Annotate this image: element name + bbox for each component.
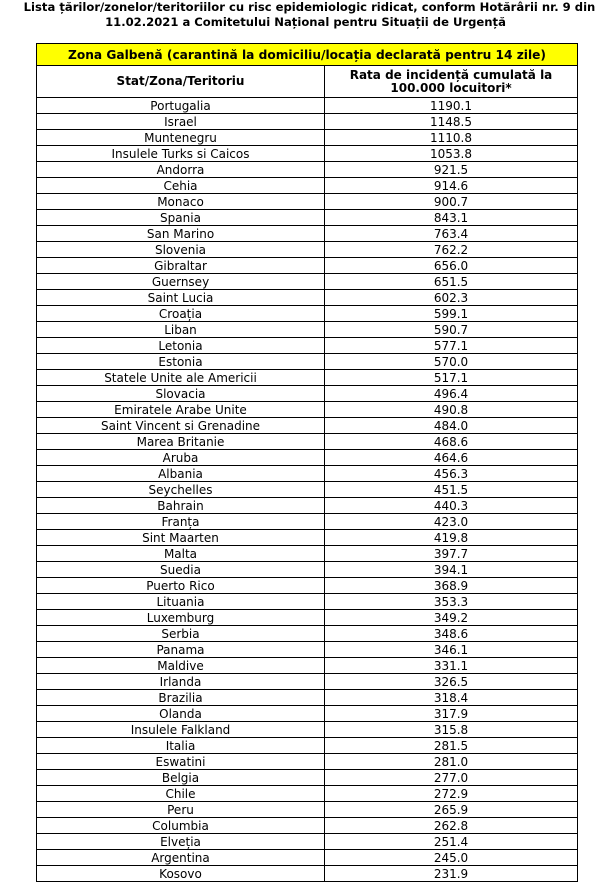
cell-country: Muntenegru (37, 130, 325, 146)
table-row (37, 354, 578, 370)
cell-country: Marea Britanie (37, 434, 325, 450)
cell-country: Guernsey (37, 274, 325, 290)
column-header-row (37, 66, 578, 98)
table-row (37, 130, 578, 146)
cell-country: Letonia (37, 338, 325, 354)
cell-country: Lituania (37, 594, 325, 610)
table-row (37, 386, 578, 402)
cell-incidence-rate: 262.8 (325, 818, 578, 834)
cell-country: Columbia (37, 818, 325, 834)
cell-country: Suedia (37, 562, 325, 578)
column-header-rate: Rata de incidență cumulată la 100.000 locuitori* (325, 66, 578, 98)
cell-incidence-rate: 1110.8 (325, 130, 578, 146)
cell-incidence-rate: 651.5 (325, 274, 578, 290)
cell-country: Franța (37, 514, 325, 530)
cell-incidence-rate: 423.0 (325, 514, 578, 530)
cell-country: Argentina (37, 850, 325, 866)
cell-incidence-rate: 656.0 (325, 258, 578, 274)
table-row (37, 738, 578, 754)
table-row (37, 98, 578, 114)
cell-country: Croația (37, 306, 325, 322)
cell-incidence-rate: 349.2 (325, 610, 578, 626)
cell-incidence-rate: 318.4 (325, 690, 578, 706)
table-row (37, 530, 578, 546)
cell-incidence-rate: 440.3 (325, 498, 578, 514)
cell-country: Luxemburg (37, 610, 325, 626)
table-row (37, 610, 578, 626)
table-row (37, 626, 578, 642)
cell-country: Seychelles (37, 482, 325, 498)
table-row (37, 834, 578, 850)
cell-incidence-rate: 577.1 (325, 338, 578, 354)
cell-incidence-rate: 245.0 (325, 850, 578, 866)
table-row (37, 178, 578, 194)
cell-incidence-rate: 496.4 (325, 386, 578, 402)
zone-header-row (37, 44, 578, 66)
cell-country: Liban (37, 322, 325, 338)
cell-country: Slovenia (37, 242, 325, 258)
cell-country: Puerto Rico (37, 578, 325, 594)
table-row (37, 402, 578, 418)
cell-incidence-rate: 1148.5 (325, 114, 578, 130)
table-row (37, 786, 578, 802)
table-row (37, 258, 578, 274)
cell-country: Saint Lucia (37, 290, 325, 306)
cell-incidence-rate: 419.8 (325, 530, 578, 546)
cell-incidence-rate: 843.1 (325, 210, 578, 226)
table-row (37, 722, 578, 738)
table-row (37, 322, 578, 338)
cell-country: Irlanda (37, 674, 325, 690)
cell-incidence-rate: 490.8 (325, 402, 578, 418)
risk-countries-table (36, 43, 578, 882)
cell-incidence-rate: 277.0 (325, 770, 578, 786)
cell-incidence-rate: 272.9 (325, 786, 578, 802)
table-row (37, 770, 578, 786)
cell-country: Kosovo (37, 866, 325, 882)
cell-incidence-rate: 397.7 (325, 546, 578, 562)
table-row (37, 754, 578, 770)
cell-country: Statele Unite ale Americii (37, 370, 325, 386)
table-row (37, 370, 578, 386)
cell-incidence-rate: 265.9 (325, 802, 578, 818)
cell-incidence-rate: 763.4 (325, 226, 578, 242)
table-row (37, 226, 578, 242)
table-row (37, 194, 578, 210)
table-row (37, 338, 578, 354)
cell-country: Israel (37, 114, 325, 130)
cell-incidence-rate: 394.1 (325, 562, 578, 578)
table-row (37, 162, 578, 178)
table-row (37, 674, 578, 690)
cell-incidence-rate: 451.5 (325, 482, 578, 498)
cell-country: Aruba (37, 450, 325, 466)
column-header-country: Stat/Zona/Teritoriu (37, 66, 325, 98)
cell-incidence-rate: 281.5 (325, 738, 578, 754)
cell-country: Brazilia (37, 690, 325, 706)
table-row (37, 450, 578, 466)
cell-country: San Marino (37, 226, 325, 242)
table-row (37, 658, 578, 674)
cell-country: Saint Vincent si Grenadine (37, 418, 325, 434)
cell-incidence-rate: 762.2 (325, 242, 578, 258)
cell-country: Serbia (37, 626, 325, 642)
cell-incidence-rate: 602.3 (325, 290, 578, 306)
cell-incidence-rate: 456.3 (325, 466, 578, 482)
cell-country: Andorra (37, 162, 325, 178)
cell-incidence-rate: 590.7 (325, 322, 578, 338)
table-row (37, 642, 578, 658)
cell-country: Insulele Falkland (37, 722, 325, 738)
table-row (37, 146, 578, 162)
cell-incidence-rate: 517.1 (325, 370, 578, 386)
table-row (37, 866, 578, 882)
cell-incidence-rate: 468.6 (325, 434, 578, 450)
cell-country: Emiratele Arabe Unite (37, 402, 325, 418)
cell-country: Slovacia (37, 386, 325, 402)
cell-country: Panama (37, 642, 325, 658)
cell-country: Belgia (37, 770, 325, 786)
table-row (37, 594, 578, 610)
document-title-line-2: 11.02.2021 a Comitetului Național pentru Situații de Urgență (105, 15, 506, 29)
cell-country: Monaco (37, 194, 325, 210)
cell-incidence-rate: 464.6 (325, 450, 578, 466)
cell-country: Chile (37, 786, 325, 802)
cell-incidence-rate: 281.0 (325, 754, 578, 770)
table-row (37, 498, 578, 514)
cell-country: Olanda (37, 706, 325, 722)
cell-country: Peru (37, 802, 325, 818)
cell-incidence-rate: 900.7 (325, 194, 578, 210)
cell-country: Portugalia (37, 98, 325, 114)
table-row (37, 466, 578, 482)
cell-incidence-rate: 368.9 (325, 578, 578, 594)
table-row (37, 514, 578, 530)
cell-country: Insulele Turks si Caicos (37, 146, 325, 162)
cell-country: Maldive (37, 658, 325, 674)
cell-country: Bahrain (37, 498, 325, 514)
cell-country: Sint Maarten (37, 530, 325, 546)
cell-incidence-rate: 346.1 (325, 642, 578, 658)
cell-country: Gibraltar (37, 258, 325, 274)
table-row (37, 306, 578, 322)
zone-header: Zona Galbenă (carantină la domiciliu/locația declarată pentru 14 zile) (37, 44, 578, 66)
table-row (37, 242, 578, 258)
table-row (37, 690, 578, 706)
cell-incidence-rate: 231.9 (325, 866, 578, 882)
table-row (37, 818, 578, 834)
cell-country: Spania (37, 210, 325, 226)
cell-country: Italia (37, 738, 325, 754)
cell-incidence-rate: 484.0 (325, 418, 578, 434)
table-row (37, 802, 578, 818)
table-row (37, 274, 578, 290)
table-row (37, 562, 578, 578)
table-row (37, 578, 578, 594)
cell-incidence-rate: 1190.1 (325, 98, 578, 114)
cell-country: Albania (37, 466, 325, 482)
table-row (37, 850, 578, 866)
table-row (37, 706, 578, 722)
document-title (0, 0, 611, 30)
cell-incidence-rate: 914.6 (325, 178, 578, 194)
table-row (37, 482, 578, 498)
table-row (37, 418, 578, 434)
cell-incidence-rate: 570.0 (325, 354, 578, 370)
cell-incidence-rate: 1053.8 (325, 146, 578, 162)
cell-incidence-rate: 331.1 (325, 658, 578, 674)
cell-incidence-rate: 921.5 (325, 162, 578, 178)
cell-incidence-rate: 348.6 (325, 626, 578, 642)
cell-country: Elveția (37, 834, 325, 850)
cell-country: Cehia (37, 178, 325, 194)
cell-country: Estonia (37, 354, 325, 370)
cell-incidence-rate: 353.3 (325, 594, 578, 610)
cell-incidence-rate: 599.1 (325, 306, 578, 322)
cell-incidence-rate: 317.9 (325, 706, 578, 722)
cell-incidence-rate: 326.5 (325, 674, 578, 690)
cell-incidence-rate: 315.8 (325, 722, 578, 738)
document-title-line-1: Lista țărilor/zonelor/teritoriilor cu risc epidemiologic ridicat, conform Hotărârii nr. 9 din (23, 0, 596, 14)
table-row (37, 114, 578, 130)
cell-country: Malta (37, 546, 325, 562)
cell-country: Eswatini (37, 754, 325, 770)
table-row (37, 290, 578, 306)
table-row (37, 434, 578, 450)
table-row (37, 210, 578, 226)
table-body (37, 98, 578, 882)
cell-incidence-rate: 251.4 (325, 834, 578, 850)
table-row (37, 546, 578, 562)
